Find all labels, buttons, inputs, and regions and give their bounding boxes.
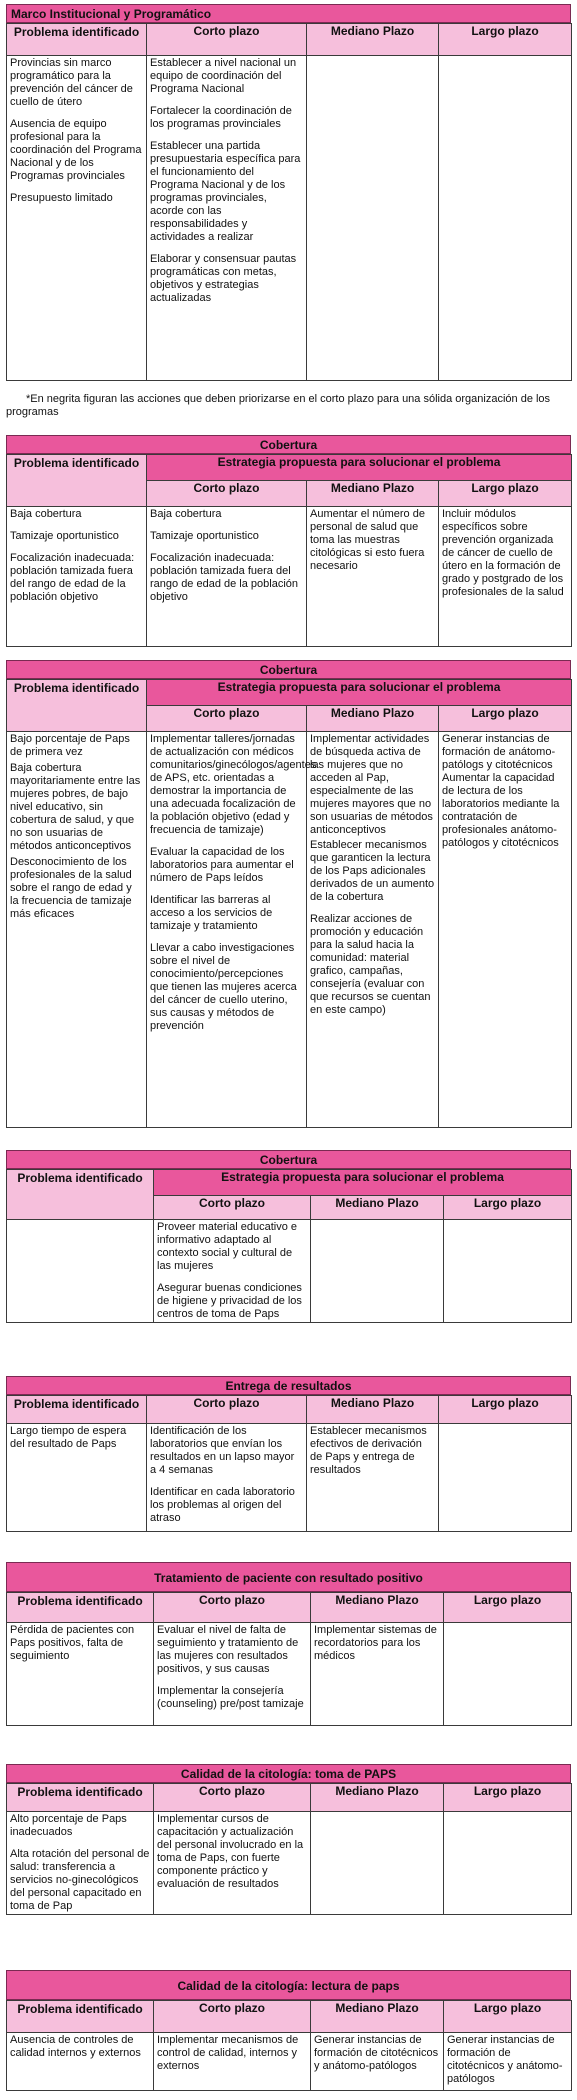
action-item: Evaluar la capacidad de los laboratorios para aumentar el número de Paps leídos <box>150 846 294 884</box>
header-problema: Problema identificado <box>7 680 147 732</box>
header-largo: Largo plazo <box>439 1396 572 1424</box>
cell-problema <box>7 1812 154 1915</box>
header-corto: Corto plazo <box>147 706 307 732</box>
cell-largo <box>439 56 572 381</box>
section-tratamiento <box>6 1562 571 1726</box>
action-item: Establecer mecanismos efectivos de derivación de Paps y entrega de resultados <box>310 1425 427 1476</box>
action-item: Realizar acciones de promoción y educación para la salud hacia la comunidad: material grafico, campañas, consejería (evaluar con que recursos se cuentan en este campo) <box>310 913 431 1016</box>
action-item: Generar instancias de formación de citotécnicos y anátomo-patólogos <box>314 2034 439 2072</box>
problem-item: Focalización inadecuada: población tamizada fuera del rango de edad de la población objetivo <box>10 552 135 603</box>
action-item: Generar instancias de formación de anátomo-patólogs y citotécnicos <box>442 733 556 771</box>
header-largo: Largo plazo <box>439 706 572 732</box>
cell-corto <box>154 1812 311 1915</box>
cell-corto <box>154 1220 311 1323</box>
cell-largo <box>444 2033 572 2091</box>
cobertura-3-table <box>6 1169 572 1323</box>
section-cobertura-1 <box>6 435 571 647</box>
cell-problema <box>7 1424 147 1532</box>
header-mediano: Mediano Plazo <box>311 1196 444 1220</box>
header-estrategia: Estrategia propuesta para solucionar el problema <box>147 455 572 481</box>
cell-largo <box>439 507 572 647</box>
header-largo: Largo plazo <box>444 1784 572 1812</box>
action-item: Aumentar el número de personal de salud que toma las muestras citológicas si esto fuera necesario <box>310 508 425 572</box>
section-title: Calidad de la citología: lectura de paps <box>6 1970 571 2000</box>
cell-corto <box>147 1424 307 1532</box>
problem-item: Baja cobertura <box>10 508 82 520</box>
action-item: Asegurar buenas condiciones de higiene y privacidad de los centros de toma de Paps <box>157 1282 302 1320</box>
header-corto: Corto plazo <box>147 1396 307 1424</box>
cell-mediano <box>307 507 439 647</box>
section-marco-institucional <box>6 4 571 381</box>
header-estrategia: Estrategia propuesta para solucionar el problema <box>154 1170 572 1196</box>
section-toma-paps <box>6 1764 571 1915</box>
problem-item: Largo tiempo de espera del resultado de Paps <box>10 1425 127 1450</box>
action-item: Generar instancias de formación de citotécnicos y anátomo-patólogos <box>447 2034 563 2085</box>
problem-item: Ausencia de controles de calidad internos y externos <box>10 2034 141 2059</box>
problem-item: Baja cobertura mayoritariamente entre las mujeres pobres, de bajo nivel educativo, sin cobertura de salud, y que no son usuarias de métodos anticonceptivos <box>10 762 141 852</box>
cobertura-2-table <box>6 679 572 1128</box>
cell-corto <box>147 732 317 1128</box>
section-title: Marco Institucional y Programático <box>6 4 571 23</box>
header-problema: Problema identificado <box>7 455 147 507</box>
cell-corto <box>154 2033 311 2091</box>
action-item: Implementar la consejería (counseling) pre/post tamizaje <box>157 1685 304 1710</box>
section-title: Cobertura <box>6 660 571 679</box>
header-largo: Largo plazo <box>439 24 572 56</box>
header-problema: Problema identificado <box>7 1170 154 1220</box>
problem-item: Ausencia de equipo profesional para la coordinación del Programa Nacional y de los Programas provinciales <box>10 118 142 182</box>
action-item: Aumentar la capacidad de lectura de los laboratorios mediante la contratación de profesionales anátomo-patólogos y citotécnicos <box>442 772 560 849</box>
action-item: Establecer a nivel nacional un equipo de coordinación del Programa Nacional <box>150 57 297 95</box>
header-corto: Corto plazo <box>154 1196 311 1220</box>
cell-mediano <box>311 1812 444 1915</box>
header-corto: Corto plazo <box>154 2001 311 2033</box>
header-problema: Problema identificado <box>7 1396 147 1424</box>
cobertura-1-table <box>6 454 572 647</box>
header-problema: Problema identificado <box>7 1784 154 1812</box>
cell-problema <box>7 1220 154 1323</box>
cell-largo <box>439 732 572 1128</box>
section-title: Calidad de la citología: toma de PAPS <box>6 1764 571 1783</box>
cell-problema <box>7 1623 154 1726</box>
header-corto: Corto plazo <box>147 24 307 56</box>
cell-mediano <box>307 1424 439 1532</box>
cell-largo <box>444 1220 572 1323</box>
header-mediano: Mediano Plazo <box>311 1593 444 1623</box>
action-item: Identificación de los laboratorios que envían los resultados en un lapso mayor a 4 semanas <box>150 1425 295 1476</box>
header-corto: Corto plazo <box>154 1593 311 1623</box>
section-cobertura-2 <box>6 660 571 1128</box>
problem-item: Presupuesto limitado <box>10 192 113 204</box>
problem-item: Alta rotación del personal de salud: transferencia a servicios no-ginecológicos del personal capacitado en toma de Pap <box>10 1848 150 1912</box>
cell-problema <box>7 507 147 647</box>
cell-largo <box>444 1623 572 1726</box>
entrega-table <box>6 1395 572 1532</box>
cell-corto <box>147 56 307 381</box>
cell-largo <box>439 1424 572 1532</box>
cell-largo <box>444 1812 572 1915</box>
cell-mediano <box>311 2033 444 2091</box>
header-mediano: Mediano Plazo <box>307 1396 439 1424</box>
problem-item: Pérdida de pacientes con Paps positivos, falta de seguimiento <box>10 1624 135 1662</box>
problem-item: Desconocimiento de los profesionales de la salud sobre el rango de edad y la frecuencia de tamizaje más eficaces <box>10 856 132 920</box>
header-mediano: Mediano Plazo <box>307 706 439 732</box>
header-largo: Largo plazo <box>444 2001 572 2033</box>
action-item: Tamizaje oportunistico <box>150 530 259 542</box>
problem-item: Tamizaje oportunistico <box>10 530 119 542</box>
marco-table <box>6 23 572 381</box>
problem-item: Alto porcentaje de Paps inadecuados <box>10 1813 127 1838</box>
section-lectura-paps <box>6 1970 571 2091</box>
section-title: Cobertura <box>6 1150 571 1169</box>
action-item: Incluir módulos específicos sobre prevención organizada de cáncer de cuello de útero en la formación de grado y postgrado de los profesionales de la salud <box>442 508 564 598</box>
section-entrega-resultados <box>6 1376 571 1532</box>
cell-corto <box>154 1623 311 1726</box>
cell-mediano <box>307 732 439 1128</box>
action-item: Establecer una partida presupuestaria específica para el funcionamiento del Programa Nacional y de los programas provinciales, acorde con las responsabilidades y actividades a realizar <box>150 140 301 243</box>
cell-problema <box>7 732 147 1128</box>
action-item: Baja cobertura <box>150 508 222 520</box>
cell-corto <box>147 507 307 647</box>
footnote: *En negrita figuran las acciones que deben priorizarse en el corto plazo para una sólida organización de los programas <box>6 393 551 418</box>
header-largo: Largo plazo <box>439 481 572 507</box>
header-largo: Largo plazo <box>444 1593 572 1623</box>
cell-mediano <box>307 56 439 381</box>
action-item: Llevar a cabo investigaciones sobre el nivel de conocimiento/percepciones que tienen las mujeres acerca del cáncer de cuello uterino, sus causas y métodos de prevención <box>150 942 297 1032</box>
header-mediano: Mediano Plazo <box>307 481 439 507</box>
header-problema: Problema identificado <box>7 1593 154 1623</box>
action-item: Implementar talleres/jornadas de actualización con médicos comunitarios/ginecólogos/agentes de APS, etc. orientadas a demostrar la importancia de una adecuada focalización de la población objetivo (edad y frecuencia de tamizaje) <box>150 733 317 836</box>
action-item: Focalización inadecuada: población tamizada fuera del rango de edad de la población objetivo <box>150 552 299 603</box>
action-item: Proveer material educativo e informativo adaptado al contexto social y cultural de las mujeres <box>157 1221 298 1272</box>
cell-mediano <box>311 1220 444 1323</box>
header-mediano: Mediano Plazo <box>311 2001 444 2033</box>
action-item: Establecer mecanismos que garanticen la lectura de los Paps adicionales derivados de un aumento de la cobertura <box>310 839 435 903</box>
cell-mediano <box>311 1623 444 1726</box>
section-cobertura-3 <box>6 1150 571 1323</box>
action-item: Identificar en cada laboratorio los problemas al origen del atraso <box>150 1486 295 1524</box>
action-item: Fortalecer la coordinación de los programas provinciales <box>150 105 292 130</box>
action-item: Elaborar y consensuar pautas programáticas con metas, objetivos y estrategias actualizadas <box>150 253 297 304</box>
header-corto: Corto plazo <box>154 1784 311 1812</box>
header-problema: Problema identificado <box>7 2001 154 2033</box>
section-title: Tratamiento de paciente con resultado positivo <box>6 1562 571 1592</box>
action-item: Implementar actividades de búsqueda activa de las mujeres que no acceden al Pap, especialmente de las mujeres mayores que no son usuarias de métodos anticonceptivos <box>310 733 433 836</box>
header-corto: Corto plazo <box>147 481 307 507</box>
action-item: Implementar cursos de capacitación y actualización del personal involucrado en la toma de Paps, con fuerte componente práctico y evaluación de resultados <box>157 1813 304 1890</box>
section-title: Entrega de resultados <box>6 1376 571 1395</box>
action-item: Evaluar el nivel de falta de seguimiento y tratamiento de las mujeres con resultados positivos, y sus causas <box>157 1624 299 1675</box>
problem-item: Bajo porcentaje de Paps de primera vez <box>10 733 130 758</box>
header-largo: Largo plazo <box>444 1196 572 1220</box>
section-title: Cobertura <box>6 435 571 454</box>
header-mediano: Mediano Plazo <box>307 24 439 56</box>
cell-problema <box>7 2033 154 2091</box>
action-item: Identificar las barreras al acceso a los servicios de tamizaje y tratamiento <box>150 894 273 932</box>
tratamiento-table <box>6 1592 572 1726</box>
header-estrategia: Estrategia propuesta para solucionar el problema <box>147 680 572 706</box>
header-problema: Problema identificado <box>7 24 147 56</box>
action-item: Implementar sistemas de recordatorios para los médicos <box>314 1624 437 1662</box>
header-mediano: Mediano Plazo <box>311 1784 444 1812</box>
lectura-table <box>6 2000 572 2091</box>
cell-problema <box>7 56 147 381</box>
problem-item: Provincias sin marco programático para la prevención del cáncer de cuello de útero <box>10 57 133 108</box>
toma-table <box>6 1783 572 1915</box>
action-item: Implementar mecanismos de control de calidad, internos y externos <box>157 2034 299 2072</box>
